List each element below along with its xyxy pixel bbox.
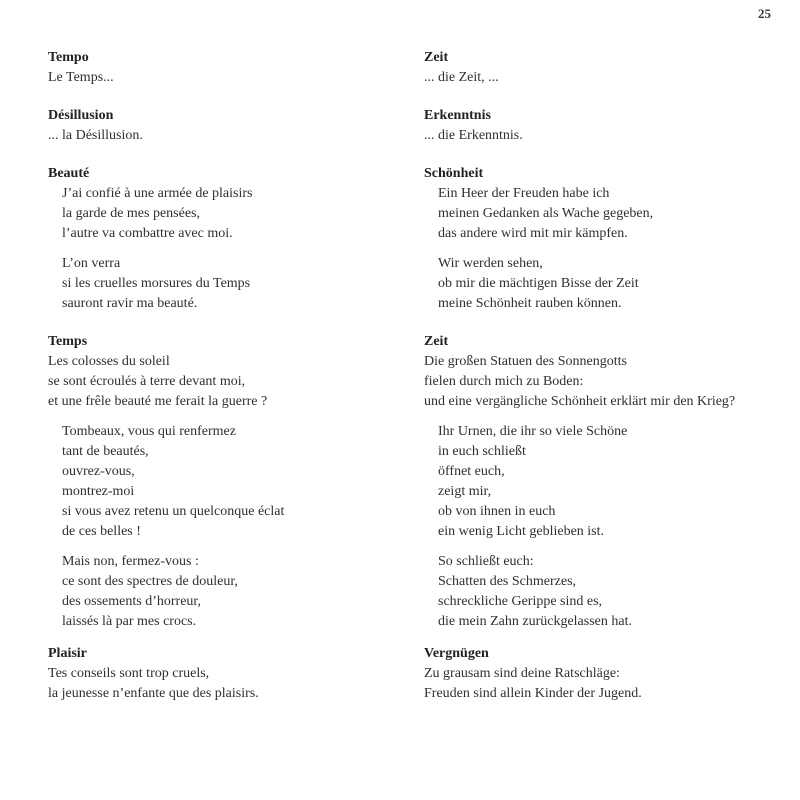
speaker-heading: Schönheit [424,166,484,181]
stanza [48,254,252,314]
verse-line: et une frêle beauté me ferait la guerre ? [48,394,268,409]
verse-line: zeigt mir, [438,484,492,499]
stanza [48,126,143,146]
stanza [424,184,653,244]
verse-line: Wir werden sehen, [438,256,543,271]
speaker-heading: Beauté [48,166,90,181]
speaker-heading: Erkenntnis [424,108,491,123]
stanza [48,664,259,704]
speech-section [48,644,259,704]
verse-line: meine Schönheit rauben können. [438,296,622,311]
stanza [424,126,523,146]
speaker-heading: Temps [48,334,88,349]
verse-line: tant de beautés, [62,444,149,459]
verse-line: Ein Heer der Freuden habe ich [438,186,610,201]
verse-line: ce sont des spectres de douleur, [62,574,238,589]
verse-line: montrez-moi [62,484,135,499]
verse-line: Schatten des Schmerzes, [438,574,577,589]
verse-line: si vous avez retenu un quelconque éclat [62,504,285,519]
page-number: 25 [758,6,771,21]
speaker-heading: Désillusion [48,108,114,123]
verse-line: Le Temps... [48,70,114,85]
verse-line: de ces belles ! [62,524,141,539]
verse-line: Zu grausam sind deine Ratschläge: [424,666,620,681]
verse-line: ein wenig Licht geblieben ist. [438,524,605,539]
verse-line: So schließt euch: [438,554,534,569]
verse-line: des ossements d’horreur, [62,594,202,609]
speech-section [424,644,642,704]
verse-line: si les cruelles morsures du Temps [62,276,251,291]
verse-line: die mein Zahn zurückgelassen hat. [438,614,632,629]
verse-line: la garde de mes pensées, [62,206,200,221]
verse-line: ob von ihnen in euch [438,504,556,519]
verse-line: J’ai confié à une armée de plaisirs [62,186,253,201]
verse-line: laissés là par mes crocs. [62,614,197,629]
speech-section [424,332,735,632]
speaker-heading: Zeit [424,334,449,349]
verse-line: ... la Désillusion. [48,128,143,143]
verse-line: Les colosses du soleil [48,354,170,369]
speech-section [48,48,114,88]
speaker-heading: Zeit [424,50,449,65]
speech-section [48,164,252,314]
verse-line: öffnet euch, [438,464,505,479]
verse-line: schreckliche Gerippe sind es, [438,594,603,609]
verse-line: L’on verra [62,256,121,271]
speech-section [424,48,499,88]
speech-section [48,106,143,146]
verse-line: ouvrez-vous, [62,464,135,479]
verse-line: Mais non, fermez-vous : [62,554,199,569]
speech-section [424,106,523,146]
speaker-heading: Vergnügen [424,646,489,661]
verse-line: in euch schließt [438,444,526,459]
verse-line: l’autre va combattre avec moi. [62,226,233,241]
verse-line: Die großen Statuen des Sonnengotts [424,354,627,369]
speaker-heading: Tempo [48,50,89,65]
verse-line: ... die Zeit, ... [424,70,499,85]
stanza [48,352,284,412]
stanza [424,664,642,704]
verse-line: Freuden sind allein Kinder der Jugend. [424,686,642,701]
verse-line: das andere wird mit mir kämpfen. [438,226,628,241]
verse-line: sauront ravir ma beauté. [62,296,198,311]
stanza [48,68,114,88]
verse-line: und eine vergängliche Schönheit erklärt mir den Krieg? [424,394,736,409]
stanza [48,422,284,542]
stanza [424,68,499,88]
verse-line: Ihr Urnen, die ihr so viele Schöne [438,424,628,439]
verse-line: Tes conseils sont trop cruels, [48,666,210,681]
stanza [424,254,653,314]
speech-section [48,332,284,632]
speech-section [424,164,653,314]
stanza [424,422,735,542]
stanza [48,552,284,632]
verse-line: ... die Erkenntnis. [424,128,523,143]
stanza [424,352,735,412]
stanza [48,184,252,244]
speaker-heading: Plaisir [48,646,87,661]
verse-line: la jeunesse n’enfante que des plaisirs. [48,686,259,701]
verse-line: ob mir die mächtigen Bisse der Zeit [438,276,639,291]
stanza [424,552,735,632]
verse-line: Tombeaux, vous qui renfermez [62,424,236,439]
verse-line: se sont écroulés à terre devant moi, [48,374,246,389]
verse-line: meinen Gedanken als Wache gegeben, [438,206,654,221]
verse-line: fielen durch mich zu Boden: [424,374,584,389]
